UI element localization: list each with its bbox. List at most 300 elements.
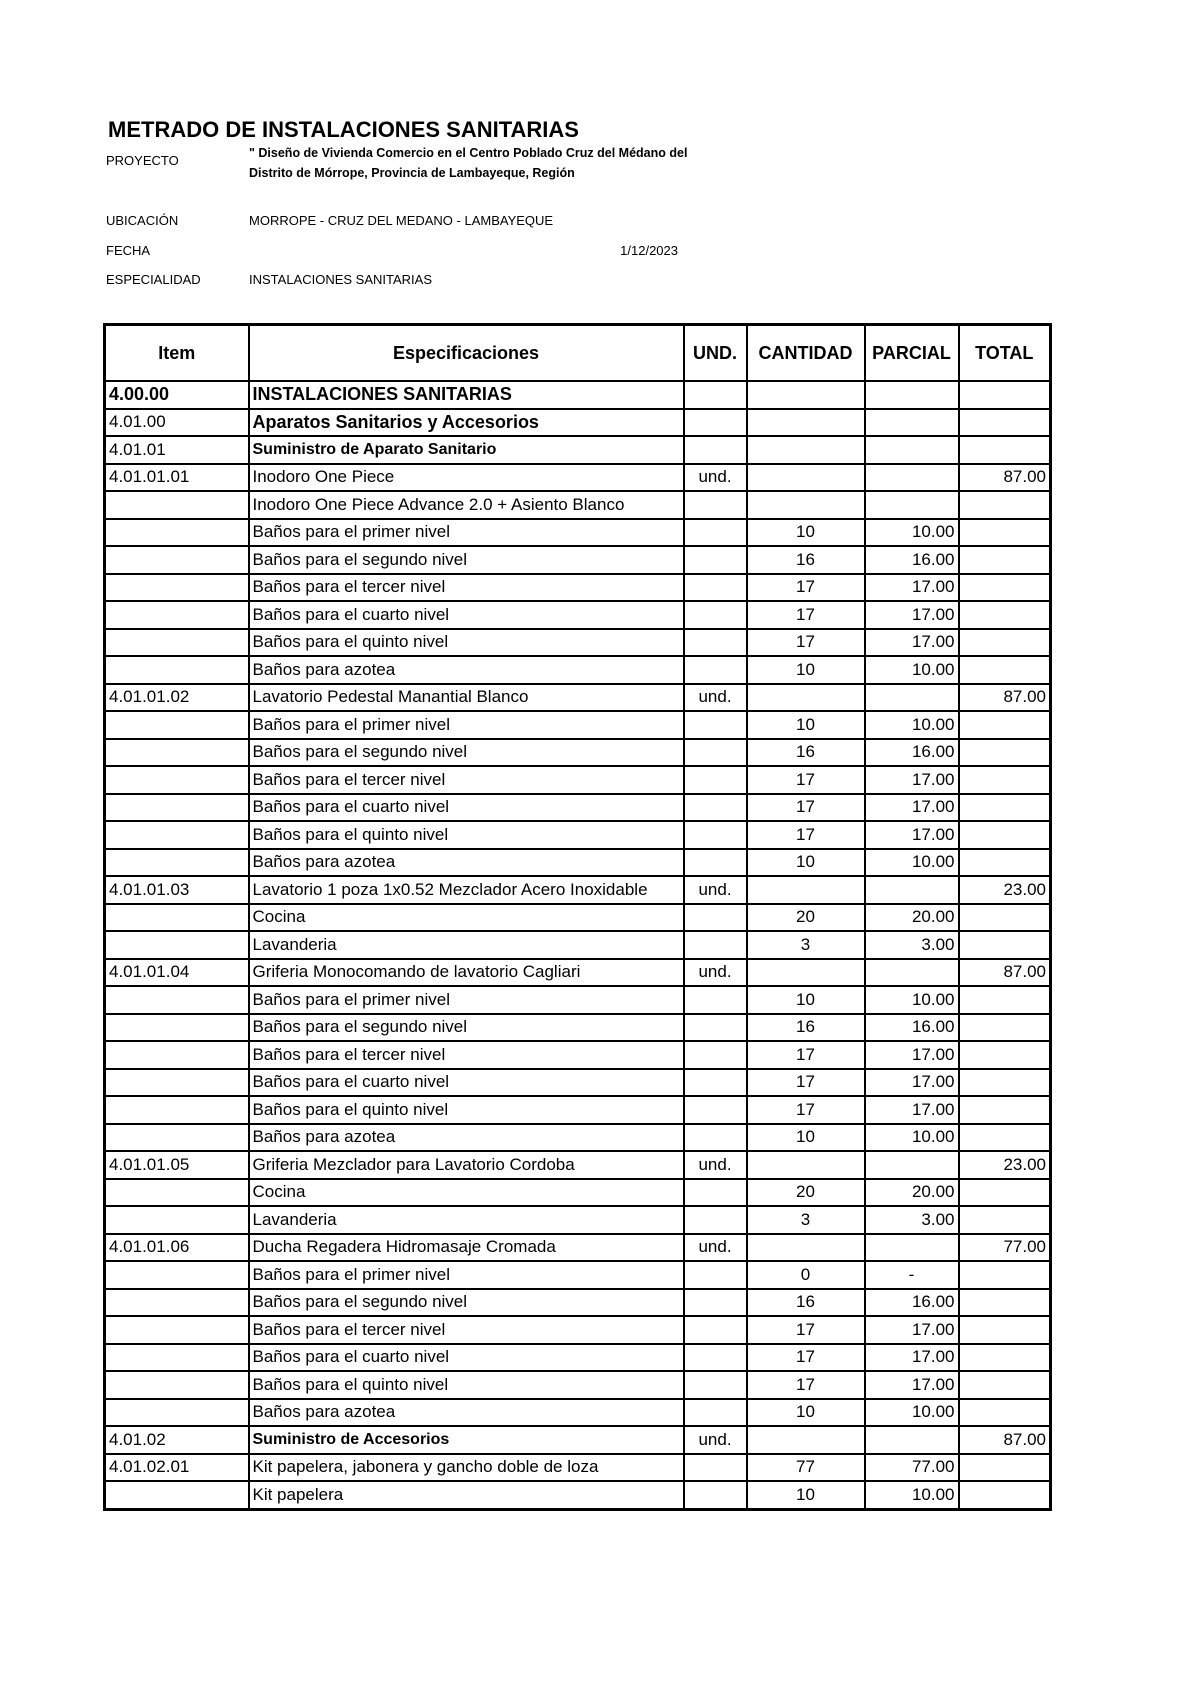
cell-parcial: 17.00: [865, 1096, 959, 1124]
table-row: [105, 436, 1051, 464]
cell-total: [959, 629, 1051, 657]
cell-und: [684, 656, 747, 684]
cell-cantidad: [747, 1426, 865, 1454]
cell-especificacion: Baños para el cuarto nivel: [249, 794, 684, 822]
cell-parcial: 17.00: [865, 1344, 959, 1372]
cell-cantidad: [747, 876, 865, 904]
cell-parcial: 17.00: [865, 1371, 959, 1399]
cell-total: [959, 1014, 1051, 1042]
table-row: [105, 1179, 1051, 1207]
table-row: [105, 821, 1051, 849]
table-row: [105, 904, 1051, 932]
cell-especificacion: Baños para azotea: [249, 1399, 684, 1427]
cell-especificacion: Baños para el segundo nivel: [249, 1014, 684, 1042]
cell-total: [959, 1096, 1051, 1124]
cell-und: [684, 794, 747, 822]
cell-especificacion: Baños para el primer nivel: [249, 711, 684, 739]
cell-cantidad: [747, 1234, 865, 1262]
cell-item: 4.01.02: [105, 1426, 249, 1454]
table-row: [105, 1316, 1051, 1344]
table-row: [105, 1014, 1051, 1042]
cell-especificacion: Baños para el primer nivel: [249, 519, 684, 547]
header-especificaciones: Especificaciones: [249, 325, 684, 382]
table-row: [105, 629, 1051, 657]
cell-item: [105, 491, 249, 519]
table-row: [105, 1481, 1051, 1509]
cell-item: [105, 1069, 249, 1097]
cell-item: [105, 546, 249, 574]
table-row: [105, 684, 1051, 712]
cell-parcial: 17.00: [865, 766, 959, 794]
cell-parcial: 17.00: [865, 1041, 959, 1069]
cell-especificacion: Baños para el primer nivel: [249, 1261, 684, 1289]
cell-cantidad: 3: [747, 1206, 865, 1234]
cell-item: [105, 1014, 249, 1042]
cell-und: und.: [684, 876, 747, 904]
cell-cantidad: 17: [747, 821, 865, 849]
cell-total: [959, 546, 1051, 574]
cell-total: [959, 436, 1051, 464]
cell-item: [105, 1399, 249, 1427]
cell-total: 87.00: [959, 684, 1051, 712]
cell-item: [105, 1344, 249, 1372]
table-row: [105, 931, 1051, 959]
table-row: [105, 1399, 1051, 1427]
document-title: METRADO DE INSTALACIONES SANITARIAS: [108, 117, 579, 142]
cell-item: [105, 629, 249, 657]
cell-especificacion: Inodoro One Piece Advance 2.0 + Asiento Blanco: [249, 491, 684, 519]
cell-und: und.: [684, 464, 747, 492]
cell-cantidad: 20: [747, 1179, 865, 1207]
cell-total: [959, 1041, 1051, 1069]
cell-und: [684, 1371, 747, 1399]
cell-especificacion: Lavanderia: [249, 1206, 684, 1234]
cell-total: [959, 1371, 1051, 1399]
cell-especificacion: Baños para el quinto nivel: [249, 629, 684, 657]
cell-und: und.: [684, 1234, 747, 1262]
cell-cantidad: [747, 381, 865, 409]
cell-und: [684, 766, 747, 794]
cell-cantidad: [747, 436, 865, 464]
cell-total: [959, 1124, 1051, 1152]
cell-total: [959, 1261, 1051, 1289]
cell-parcial: [865, 491, 959, 519]
fecha-value: 1/12/2023: [620, 243, 678, 258]
table-row: [105, 409, 1051, 437]
cell-item: [105, 519, 249, 547]
cell-total: 77.00: [959, 1234, 1051, 1262]
cell-parcial: [865, 464, 959, 492]
cell-cantidad: 10: [747, 656, 865, 684]
cell-und: [684, 1041, 747, 1069]
cell-especificacion: Baños para azotea: [249, 656, 684, 684]
cell-especificacion: Cocina: [249, 904, 684, 932]
cell-total: [959, 1316, 1051, 1344]
table-row: [105, 1096, 1051, 1124]
cell-total: [959, 656, 1051, 684]
cell-cantidad: 17: [747, 1371, 865, 1399]
cell-item: [105, 904, 249, 932]
cell-cantidad: 17: [747, 1096, 865, 1124]
cell-item: [105, 821, 249, 849]
cell-item: 4.01.01: [105, 436, 249, 464]
cell-especificacion: INSTALACIONES SANITARIAS: [249, 381, 684, 409]
cell-cantidad: 10: [747, 519, 865, 547]
cell-parcial: [865, 684, 959, 712]
cell-cantidad: 10: [747, 1124, 865, 1152]
cell-parcial: 10.00: [865, 1481, 959, 1509]
cell-especificacion: Baños para el quinto nivel: [249, 1371, 684, 1399]
cell-cantidad: [747, 1151, 865, 1179]
cell-parcial: 10.00: [865, 519, 959, 547]
cell-especificacion: Baños para azotea: [249, 849, 684, 877]
cell-parcial: [865, 876, 959, 904]
cell-und: [684, 436, 747, 464]
cell-total: [959, 601, 1051, 629]
cell-item: [105, 794, 249, 822]
cell-total: 23.00: [959, 1151, 1051, 1179]
cell-item: [105, 601, 249, 629]
cell-total: [959, 574, 1051, 602]
cell-parcial: 10.00: [865, 711, 959, 739]
cell-item: 4.01.01.06: [105, 1234, 249, 1262]
cell-especificacion: Suministro de Aparato Sanitario: [249, 436, 684, 464]
cell-especificacion: Ducha Regadera Hidromasaje Cromada: [249, 1234, 684, 1262]
cell-parcial: 20.00: [865, 904, 959, 932]
cell-parcial: [865, 1426, 959, 1454]
cell-und: [684, 1454, 747, 1482]
cell-parcial: 16.00: [865, 1014, 959, 1042]
table-row: [105, 1041, 1051, 1069]
cell-und: [684, 381, 747, 409]
cell-parcial: 17.00: [865, 794, 959, 822]
ubicacion-label: UBICACIÓN: [106, 213, 179, 228]
cell-total: [959, 821, 1051, 849]
cell-und: [684, 1124, 747, 1152]
cell-total: [959, 1206, 1051, 1234]
cell-parcial: 3.00: [865, 931, 959, 959]
cell-total: [959, 1454, 1051, 1482]
cell-item: [105, 1481, 249, 1509]
table-row: [105, 546, 1051, 574]
cell-especificacion: Aparatos Sanitarios y Accesorios: [249, 409, 684, 437]
cell-item: [105, 849, 249, 877]
cell-total: 87.00: [959, 959, 1051, 987]
cell-cantidad: [747, 409, 865, 437]
cell-cantidad: [747, 959, 865, 987]
cell-especificacion: Baños para el segundo nivel: [249, 1289, 684, 1317]
cell-und: [684, 849, 747, 877]
table-row: [105, 381, 1051, 409]
table-row: [105, 1454, 1051, 1482]
cell-und: [684, 629, 747, 657]
cell-especificacion: Lavatorio 1 poza 1x0.52 Mezclador Acero Inoxidable: [249, 876, 684, 904]
cell-item: [105, 656, 249, 684]
cell-und: [684, 574, 747, 602]
cell-total: [959, 491, 1051, 519]
cell-item: 4.01.02.01: [105, 1454, 249, 1482]
cell-item: 4.01.01.02: [105, 684, 249, 712]
table-row: [105, 876, 1051, 904]
cell-especificacion: Lavanderia: [249, 931, 684, 959]
cell-und: [684, 739, 747, 767]
cell-und: [684, 491, 747, 519]
cell-item: [105, 711, 249, 739]
cell-und: [684, 519, 747, 547]
table-row: [105, 491, 1051, 519]
cell-especificacion: Baños para el primer nivel: [249, 986, 684, 1014]
table-row: [105, 794, 1051, 822]
table-row: [105, 1124, 1051, 1152]
cell-total: [959, 381, 1051, 409]
cell-item: [105, 739, 249, 767]
cell-especificacion: Griferia Mezclador para Lavatorio Cordoba: [249, 1151, 684, 1179]
cell-und: [684, 409, 747, 437]
cell-especificacion: Kit papelera: [249, 1481, 684, 1509]
cell-item: [105, 766, 249, 794]
cell-total: [959, 931, 1051, 959]
cell-especificacion: Baños para el tercer nivel: [249, 1316, 684, 1344]
table-row: [105, 656, 1051, 684]
cell-parcial: [865, 381, 959, 409]
cell-item: [105, 1124, 249, 1152]
header-und: UND.: [684, 325, 747, 382]
table-row: [105, 1426, 1051, 1454]
cell-und: [684, 1179, 747, 1207]
cell-especificacion: Baños para el cuarto nivel: [249, 1069, 684, 1097]
cell-cantidad: 17: [747, 574, 865, 602]
table-row: [105, 1289, 1051, 1317]
cell-parcial: [865, 1234, 959, 1262]
cell-und: [684, 711, 747, 739]
cell-cantidad: 0: [747, 1261, 865, 1289]
cell-especificacion: Baños para el tercer nivel: [249, 574, 684, 602]
proyecto-label: PROYECTO: [106, 153, 179, 168]
table-row: [105, 766, 1051, 794]
cell-und: und.: [684, 684, 747, 712]
cell-cantidad: 16: [747, 1014, 865, 1042]
cell-cantidad: 17: [747, 1316, 865, 1344]
cell-und: [684, 1399, 747, 1427]
cell-total: [959, 1069, 1051, 1097]
cell-cantidad: 17: [747, 1344, 865, 1372]
cell-total: [959, 519, 1051, 547]
cell-und: [684, 904, 747, 932]
header-cantidad: CANTIDAD: [747, 325, 865, 382]
cell-und: [684, 986, 747, 1014]
cell-parcial: 17.00: [865, 629, 959, 657]
table-row: [105, 1206, 1051, 1234]
cell-item: 4.01.01.04: [105, 959, 249, 987]
metrado-table: [103, 323, 1052, 1511]
cell-parcial: 10.00: [865, 986, 959, 1014]
cell-especificacion: Baños para el tercer nivel: [249, 1041, 684, 1069]
cell-und: [684, 1206, 747, 1234]
cell-und: [684, 601, 747, 629]
cell-especificacion: Baños para el cuarto nivel: [249, 1344, 684, 1372]
cell-parcial: 17.00: [865, 1316, 959, 1344]
cell-und: und.: [684, 959, 747, 987]
table-row: [105, 601, 1051, 629]
cell-parcial: 77.00: [865, 1454, 959, 1482]
cell-parcial: 16.00: [865, 546, 959, 574]
cell-total: [959, 1289, 1051, 1317]
cell-parcial: 10.00: [865, 1124, 959, 1152]
cell-total: [959, 794, 1051, 822]
cell-especificacion: Cocina: [249, 1179, 684, 1207]
table-row: [105, 1344, 1051, 1372]
cell-item: 4.01.01.03: [105, 876, 249, 904]
cell-und: [684, 546, 747, 574]
table-header: [105, 325, 1051, 382]
table-row: [105, 986, 1051, 1014]
cell-cantidad: 10: [747, 1481, 865, 1509]
cell-parcial: 16.00: [865, 1289, 959, 1317]
cell-cantidad: 77: [747, 1454, 865, 1482]
cell-item: [105, 1206, 249, 1234]
cell-cantidad: 3: [747, 931, 865, 959]
cell-parcial: [865, 959, 959, 987]
table-row: [105, 1261, 1051, 1289]
cell-cantidad: 16: [747, 739, 865, 767]
ubicacion-value: MORROPE - CRUZ DEL MEDANO - LAMBAYEQUE: [249, 213, 554, 228]
cell-cantidad: 16: [747, 546, 865, 574]
cell-parcial: [865, 436, 959, 464]
cell-cantidad: [747, 684, 865, 712]
cell-total: [959, 1344, 1051, 1372]
fecha-label: FECHA: [106, 243, 151, 258]
cell-parcial: 17.00: [865, 574, 959, 602]
header-total: TOTAL: [959, 325, 1051, 382]
cell-especificacion: Baños para el quinto nivel: [249, 821, 684, 849]
cell-und: [684, 1481, 747, 1509]
cell-cantidad: 17: [747, 601, 865, 629]
table-row: [105, 574, 1051, 602]
cell-cantidad: [747, 464, 865, 492]
cell-parcial: 3.00: [865, 1206, 959, 1234]
cell-especificacion: Baños para azotea: [249, 1124, 684, 1152]
cell-parcial: 10.00: [865, 656, 959, 684]
cell-item: [105, 986, 249, 1014]
cell-cantidad: 16: [747, 1289, 865, 1317]
cell-total: 87.00: [959, 1426, 1051, 1454]
table-row: [105, 849, 1051, 877]
cell-especificacion: Baños para el tercer nivel: [249, 766, 684, 794]
cell-parcial: [865, 1151, 959, 1179]
cell-cantidad: 10: [747, 986, 865, 1014]
cell-item: [105, 1041, 249, 1069]
cell-especificacion: Baños para el quinto nivel: [249, 1096, 684, 1124]
cell-item: 4.01.01.01: [105, 464, 249, 492]
cell-item: [105, 1316, 249, 1344]
cell-especificacion: Baños para el segundo nivel: [249, 546, 684, 574]
proyecto-value: " Diseño de Vivienda Comercio en el Centro Poblado Cruz del Médano del Distrito de Mórrope, Provincia de Lambayeque, Región: [249, 146, 688, 180]
cell-und: [684, 1316, 747, 1344]
cell-item: 4.00.00: [105, 381, 249, 409]
cell-cantidad: 17: [747, 1069, 865, 1097]
cell-und: und.: [684, 1151, 747, 1179]
cell-cantidad: [747, 491, 865, 519]
cell-parcial: -: [865, 1261, 959, 1289]
cell-total: [959, 711, 1051, 739]
cell-und: [684, 1344, 747, 1372]
cell-total: [959, 1179, 1051, 1207]
cell-und: [684, 1069, 747, 1097]
cell-und: [684, 821, 747, 849]
cell-item: [105, 1096, 249, 1124]
table-row: [105, 1069, 1051, 1097]
table-row: [105, 519, 1051, 547]
cell-und: und.: [684, 1426, 747, 1454]
cell-item: 4.01.00: [105, 409, 249, 437]
table-row: [105, 1151, 1051, 1179]
cell-total: [959, 739, 1051, 767]
cell-item: 4.01.01.05: [105, 1151, 249, 1179]
cell-especificacion: Baños para el segundo nivel: [249, 739, 684, 767]
cell-cantidad: 17: [747, 629, 865, 657]
cell-total: [959, 849, 1051, 877]
especialidad-label: ESPECIALIDAD: [106, 272, 201, 287]
cell-total: [959, 904, 1051, 932]
cell-cantidad: 20: [747, 904, 865, 932]
cell-cantidad: 17: [747, 1041, 865, 1069]
cell-item: [105, 1261, 249, 1289]
cell-total: 23.00: [959, 876, 1051, 904]
cell-especificacion: Lavatorio Pedestal Manantial Blanco: [249, 684, 684, 712]
cell-especificacion: Suministro de Accesorios: [249, 1426, 684, 1454]
cell-total: 87.00: [959, 464, 1051, 492]
especialidad-value: INSTALACIONES SANITARIAS: [249, 272, 433, 287]
cell-total: [959, 1399, 1051, 1427]
table-row: [105, 739, 1051, 767]
cell-total: [959, 1481, 1051, 1509]
cell-item: [105, 1371, 249, 1399]
cell-parcial: 17.00: [865, 821, 959, 849]
table-row: [105, 1371, 1051, 1399]
cell-parcial: 20.00: [865, 1179, 959, 1207]
table-row: [105, 959, 1051, 987]
cell-parcial: 16.00: [865, 739, 959, 767]
cell-total: [959, 986, 1051, 1014]
cell-cantidad: 17: [747, 766, 865, 794]
cell-item: [105, 574, 249, 602]
cell-und: [684, 1014, 747, 1042]
table-row: [105, 464, 1051, 492]
cell-und: [684, 1096, 747, 1124]
header-parcial: PARCIAL: [865, 325, 959, 382]
cell-parcial: 10.00: [865, 1399, 959, 1427]
cell-cantidad: 10: [747, 849, 865, 877]
cell-especificacion: Griferia Monocomando de lavatorio Cagliari: [249, 959, 684, 987]
cell-parcial: [865, 409, 959, 437]
cell-parcial: 17.00: [865, 601, 959, 629]
cell-parcial: 17.00: [865, 1069, 959, 1097]
cell-especificacion: Kit papelera, jabonera y gancho doble de loza: [249, 1454, 684, 1482]
table-row: [105, 1234, 1051, 1262]
cell-und: [684, 1289, 747, 1317]
header-item: Item: [105, 325, 249, 382]
cell-cantidad: 10: [747, 1399, 865, 1427]
cell-especificacion: Baños para el cuarto nivel: [249, 601, 684, 629]
cell-und: [684, 1261, 747, 1289]
cell-item: [105, 1179, 249, 1207]
table-row: [105, 711, 1051, 739]
cell-und: [684, 931, 747, 959]
cell-cantidad: 10: [747, 711, 865, 739]
cell-total: [959, 766, 1051, 794]
cell-item: [105, 931, 249, 959]
cell-cantidad: 17: [747, 794, 865, 822]
